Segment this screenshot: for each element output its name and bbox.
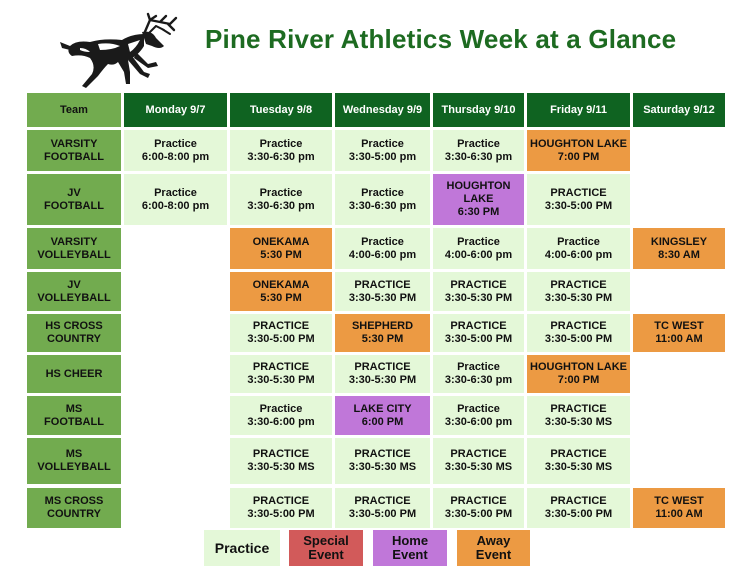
- empty-schedule-cell: [633, 396, 725, 435]
- practice-cell: Practice 3:30-6:00 pm: [433, 396, 524, 435]
- home-event-cell: HOUGHTON LAKE 6:30 PM: [433, 174, 524, 225]
- away-event-cell: SHEPHERD 5:30 PM: [335, 314, 430, 352]
- practice-cell: Practice 3:30-5:00 pm: [335, 130, 430, 171]
- empty-schedule-cell: [124, 488, 227, 528]
- leaping-deer-icon: [52, 12, 182, 90]
- empty-schedule-cell: [633, 130, 725, 171]
- practice-cell: PRACTICE 3:30-5:30 MS: [527, 396, 630, 435]
- practice-cell: Practice 4:00-6:00 pm: [335, 228, 430, 269]
- column-header-monday-9-7: Monday 9/7: [124, 93, 227, 127]
- practice-cell: Practice 3:30-6:30 pm: [433, 355, 524, 393]
- practice-cell: Practice 4:00-6:00 pm: [433, 228, 524, 269]
- practice-cell: PRACTICE 3:30-5:30 PM: [335, 355, 430, 393]
- column-header-thursday-9-10: Thursday 9/10: [433, 93, 524, 127]
- practice-cell: PRACTICE 3:30-5:00 PM: [230, 314, 332, 352]
- practice-cell: Practice 3:30-6:30 pm: [230, 130, 332, 171]
- away-event-cell: TC WEST 11:00 AM: [633, 488, 725, 528]
- legend-away-event: Away Event: [457, 530, 530, 566]
- column-header-friday-9-11: Friday 9/11: [527, 93, 630, 127]
- away-event-cell: ONEKAMA 5:30 PM: [230, 228, 332, 269]
- practice-cell: PRACTICE 3:30-5:30 PM: [527, 272, 630, 311]
- practice-cell: PRACTICE 3:30-5:00 PM: [335, 488, 430, 528]
- empty-schedule-cell: [124, 314, 227, 352]
- practice-cell: Practice 3:30-6:30 pm: [433, 130, 524, 171]
- practice-cell: PRACTICE 3:30-5:00 PM: [433, 314, 524, 352]
- column-header-team: Team: [27, 93, 121, 127]
- practice-cell: Practice 3:30-6:30 pm: [230, 174, 332, 225]
- away-event-cell: HOUGHTON LAKE 7:00 PM: [527, 355, 630, 393]
- empty-schedule-cell: [633, 174, 725, 225]
- practice-cell: PRACTICE 3:30-5:30 PM: [335, 272, 430, 311]
- team-name-cell: MS VOLLEYBALL: [27, 438, 121, 484]
- team-name-cell: HS CHEER: [27, 355, 121, 393]
- team-name-cell: JV FOOTBALL: [27, 174, 121, 225]
- away-event-cell: TC WEST 11:00 AM: [633, 314, 725, 352]
- column-header-saturday-9-12: Saturday 9/12: [633, 93, 725, 127]
- home-event-cell: LAKE CITY 6:00 PM: [335, 396, 430, 435]
- practice-cell: Practice 6:00-8:00 pm: [124, 174, 227, 225]
- practice-cell: PRACTICE 3:30-5:30 PM: [433, 272, 524, 311]
- empty-schedule-cell: [124, 355, 227, 393]
- away-event-cell: HOUGHTON LAKE 7:00 PM: [527, 130, 630, 171]
- practice-cell: PRACTICE 3:30-5:00 PM: [527, 314, 630, 352]
- practice-cell: PRACTICE 3:30-5:30 MS: [527, 438, 630, 484]
- practice-cell: PRACTICE 3:30-5:00 PM: [230, 488, 332, 528]
- empty-schedule-cell: [633, 272, 725, 311]
- practice-cell: Practice 3:30-6:00 pm: [230, 396, 332, 435]
- empty-schedule-cell: [124, 228, 227, 269]
- practice-cell: PRACTICE 3:30-5:30 MS: [335, 438, 430, 484]
- team-name-cell: VARSITY FOOTBALL: [27, 130, 121, 171]
- legend-home-event: Home Event: [373, 530, 447, 566]
- practice-cell: PRACTICE 3:30-5:00 PM: [527, 488, 630, 528]
- column-header-wednesday-9-9: Wednesday 9/9: [335, 93, 430, 127]
- practice-cell: Practice 3:30-6:30 pm: [335, 174, 430, 225]
- practice-cell: PRACTICE 3:30-5:30 MS: [230, 438, 332, 484]
- team-name-cell: VARSITY VOLLEYBALL: [27, 228, 121, 269]
- team-name-cell: HS CROSS COUNTRY: [27, 314, 121, 352]
- away-event-cell: ONEKAMA 5:30 PM: [230, 272, 332, 311]
- away-event-cell: KINGSLEY 8:30 AM: [633, 228, 725, 269]
- team-name-cell: JV VOLLEYBALL: [27, 272, 121, 311]
- practice-cell: PRACTICE 3:30-5:00 PM: [527, 174, 630, 225]
- practice-cell: PRACTICE 3:30-5:30 MS: [433, 438, 524, 484]
- practice-cell: Practice 6:00-8:00 pm: [124, 130, 227, 171]
- team-name-cell: MS CROSS COUNTRY: [27, 488, 121, 528]
- empty-schedule-cell: [633, 355, 725, 393]
- practice-cell: PRACTICE 3:30-5:00 PM: [433, 488, 524, 528]
- empty-schedule-cell: [124, 272, 227, 311]
- team-name-cell: MS FOOTBALL: [27, 396, 121, 435]
- empty-schedule-cell: [124, 438, 227, 484]
- empty-schedule-cell: [124, 396, 227, 435]
- practice-cell: PRACTICE 3:30-5:30 PM: [230, 355, 332, 393]
- legend-practice: Practice: [204, 530, 280, 566]
- page-title: Pine River Athletics Week at a Glance: [205, 24, 677, 54]
- legend-special-event: Special Event: [289, 530, 363, 566]
- practice-cell: Practice 4:00-6:00 pm: [527, 228, 630, 269]
- column-header-tuesday-9-8: Tuesday 9/8: [230, 93, 332, 127]
- empty-schedule-cell: [633, 438, 725, 484]
